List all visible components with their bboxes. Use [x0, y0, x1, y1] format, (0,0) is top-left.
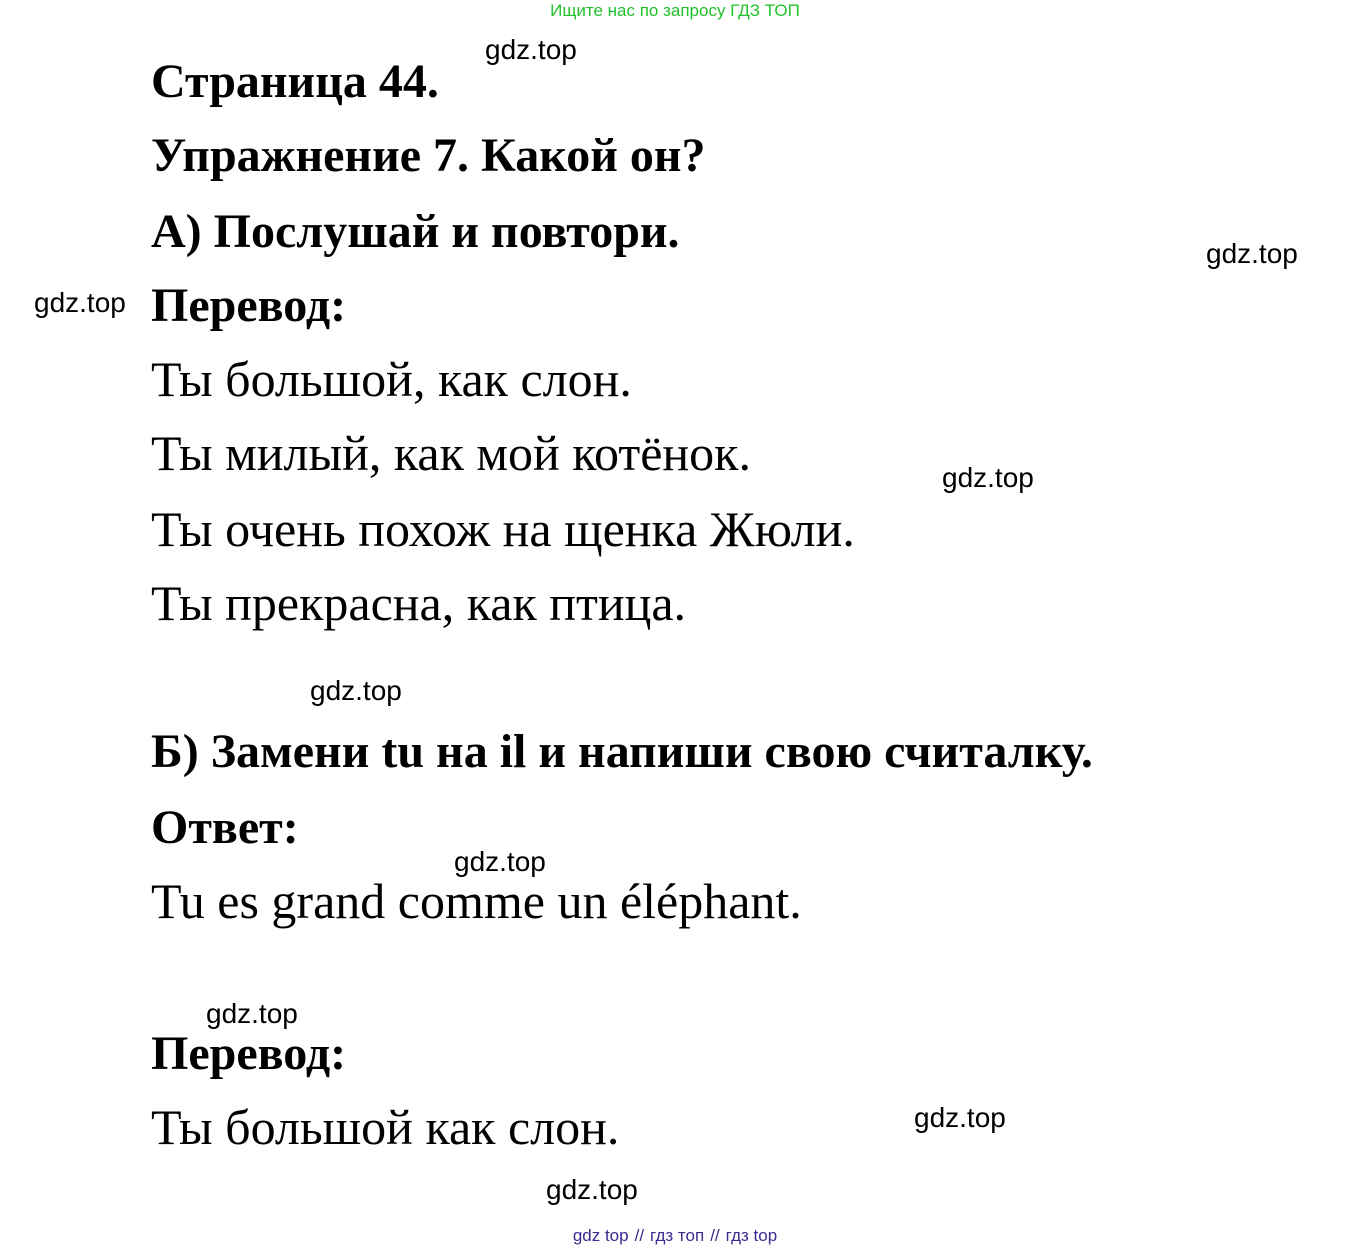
watermark: gdz.top [546, 1174, 638, 1205]
footer-separator: // [634, 1226, 645, 1245]
footer-links [0, 1226, 1350, 1246]
watermark: gdz.top [34, 287, 126, 318]
footer-item: гдз top [725, 1226, 778, 1245]
translation-line-3: Ты очень похож на щенка Жюли. [151, 501, 855, 557]
watermark: gdz.top [206, 998, 298, 1029]
exercise-title: Упражнение 7. Какой он? [151, 129, 706, 182]
translation-line-4: Ты прекрасна, как птица. [151, 575, 687, 631]
page-title: Страница 44. [151, 55, 439, 108]
translation-line-1: Ты большой, как слон. [151, 351, 632, 407]
answer-line: Tu es grand comme un éléphant. [151, 873, 802, 929]
search-banner: Ищите нас по запросу ГДЗ ТОП [550, 1, 800, 20]
watermark: gdz.top [942, 462, 1034, 493]
footer-separator: // [710, 1226, 720, 1245]
watermark: gdz.top [485, 34, 577, 65]
footer-item: гдз топ [650, 1226, 705, 1245]
task-a-title: А) Послушай и повтори. [151, 205, 680, 258]
watermark: gdz.top [914, 1102, 1006, 1133]
translation-line-final: Ты большой как слон. [151, 1099, 620, 1155]
watermark: gdz.top [454, 846, 546, 877]
watermark: gdz.top [310, 675, 402, 706]
translation-line-2: Ты милый, как мой котёнок. [151, 425, 751, 481]
translation-label-2: Перевод: [151, 1027, 347, 1080]
task-b-title: Б) Замени tu на il и напиши свою считалку. [151, 725, 1093, 778]
answer-label: Ответ: [151, 801, 299, 854]
watermark: gdz.top [1206, 238, 1298, 269]
translation-label: Перевод: [151, 279, 347, 332]
footer-item: gdz top [572, 1226, 629, 1245]
